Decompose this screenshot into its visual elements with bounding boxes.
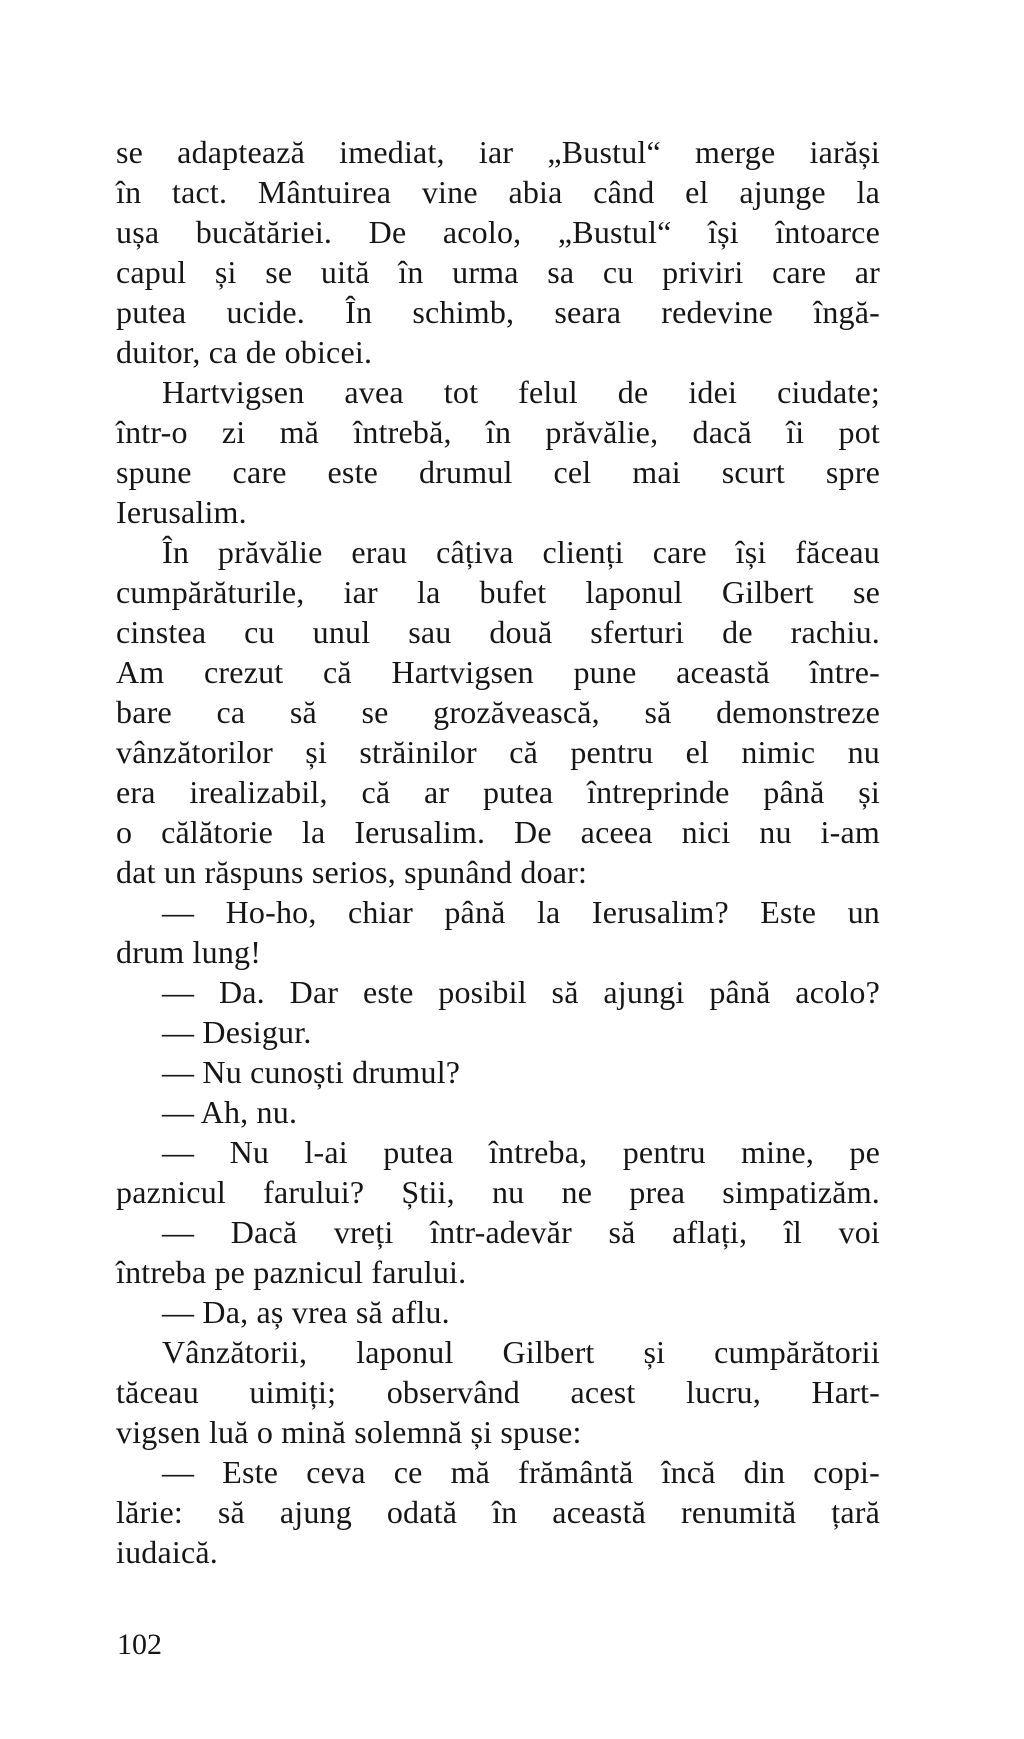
text-line: — Da, aș vrea să aflu.	[162, 1294, 450, 1330]
text-line: — Nu l-ai putea întreba, pentru mine, pe	[162, 1134, 880, 1170]
text-line: bare ca să se grozăvească, să demonstreze	[116, 694, 880, 730]
text-line: putea ucide. În schimb, seara redevine îngă-	[116, 294, 880, 330]
text-line: cinstea cu unul sau două sferturi de rachiu.	[116, 614, 880, 650]
paragraph	[116, 1052, 880, 1092]
paragraph	[116, 1292, 880, 1332]
text-line: dat un răspuns serios, spunând doar:	[116, 854, 588, 890]
text-line: se adaptează imediat, iar „Bustul“ merge iarăși	[116, 134, 880, 170]
page-text	[116, 132, 880, 1572]
paragraph	[116, 1212, 880, 1292]
text-line: — Dacă vreți într-adevăr să aflați, îl voi	[162, 1214, 880, 1250]
text-line: lărie: să ajung odată în această renumită țară	[116, 1494, 880, 1530]
text-line: capul și se uită în urma sa cu priviri care ar	[116, 254, 880, 290]
text-line: — Da. Dar este posibil să ajungi până acolo?	[162, 974, 880, 1010]
text-line: drum lung!	[116, 934, 262, 970]
text-line: o călătorie la Ierusalim. De aceea nici nu i-am	[116, 814, 880, 850]
text-line: Ierusalim.	[116, 494, 247, 530]
paragraph	[116, 1332, 880, 1452]
text-line: într-o zi mă întrebă, în prăvălie, dacă îi pot	[116, 414, 880, 450]
paragraph	[116, 1132, 880, 1212]
text-line: Vânzătorii, laponul Gilbert și cumpărătorii	[162, 1334, 880, 1370]
paragraph	[116, 1012, 880, 1052]
paragraph	[116, 132, 880, 372]
paragraph	[116, 972, 880, 1012]
text-line: în tact. Mântuirea vine abia când el ajunge la	[116, 174, 880, 210]
text-line: — Ho-ho, chiar până la Ierusalim? Este un	[162, 894, 880, 930]
text-line: — Ah, nu.	[162, 1094, 298, 1130]
text-line: vânzătorilor și străinilor că pentru el nimic nu	[116, 734, 880, 770]
paragraph	[116, 892, 880, 972]
text-line: Am crezut că Hartvigsen pune această între-	[116, 654, 880, 690]
paragraph	[116, 372, 880, 532]
text-line: În prăvălie erau câțiva clienți care își făceau	[162, 534, 880, 570]
text-line: paznicul farului? Știi, nu ne prea simpatizăm.	[116, 1174, 880, 1210]
text-line: duitor, ca de obicei.	[116, 334, 373, 370]
text-line: Hartvigsen avea tot felul de idei ciudate;	[162, 374, 880, 410]
text-line: — Nu cunoști drumul?	[162, 1054, 461, 1090]
text-line: era irealizabil, că ar putea întreprinde până și	[116, 774, 880, 810]
text-line: — Este ceva ce mă frământă încă din copi-	[162, 1454, 880, 1490]
text-line: spune care este drumul cel mai scurt spre	[116, 454, 880, 490]
text-line: ușa bucătăriei. De acolo, „Bustul“ își întoarce	[116, 214, 880, 250]
text-line: întreba pe paznicul farului.	[116, 1254, 467, 1290]
text-line: — Desigur.	[162, 1014, 312, 1050]
text-line: tăceau uimiți; observând acest lucru, Hart-	[116, 1374, 880, 1410]
page-number: 102	[117, 1628, 162, 1661]
paragraph	[116, 1092, 880, 1132]
text-line: vigsen luă o mină solemnă și spuse:	[116, 1414, 582, 1450]
paragraph	[116, 1452, 880, 1572]
text-line: cumpărăturile, iar la bufet laponul Gilbert se	[116, 574, 880, 610]
text-line: iudaică.	[116, 1534, 218, 1570]
paragraph	[116, 532, 880, 892]
